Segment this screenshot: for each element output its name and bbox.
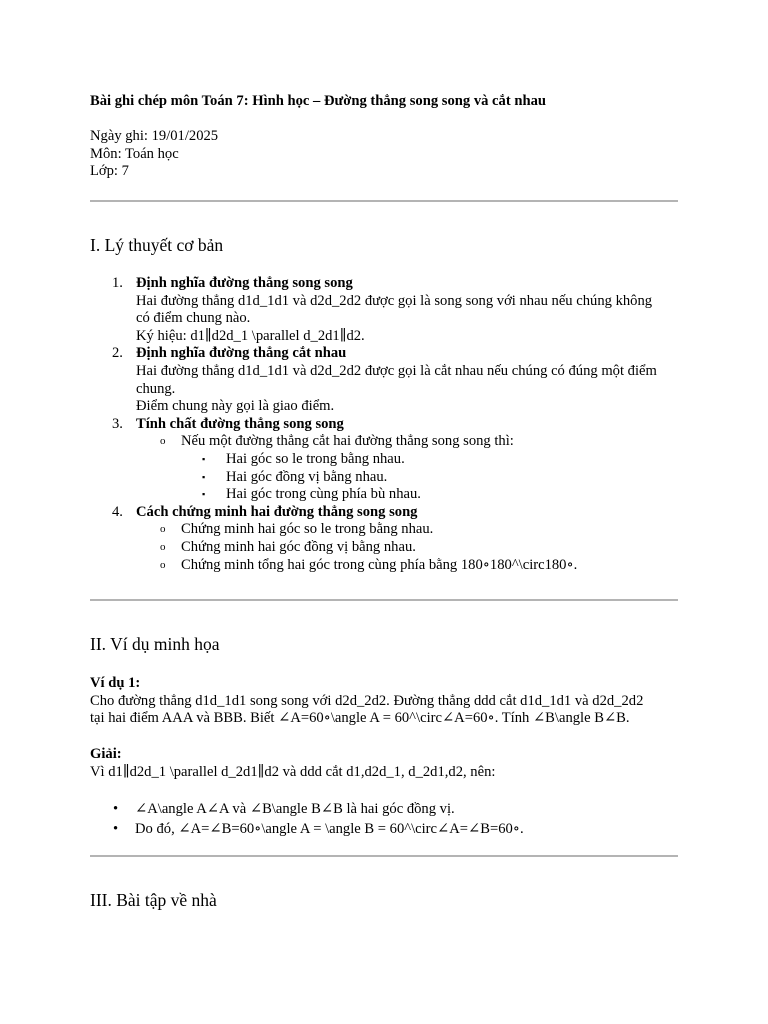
item-number: 2. <box>112 345 123 362</box>
item-title: Cách chứng minh hai đường thẳng song song <box>136 503 418 520</box>
meta-date: Ngày ghi: 19/01/2025 <box>90 128 219 144</box>
example-text: tại hai điểm AAA và BBB. Biết ∠A=60∘\angle A = 60^\circ∠A=60∘. Tính ∠B\angle B∠B. <box>90 710 630 727</box>
sub-item <box>136 521 680 539</box>
section-heading-theory: I. Lý thuyết cơ bản <box>90 235 224 255</box>
example-label: Ví dụ 1: <box>90 675 141 691</box>
item-title: Tính chất đường thẳng song song <box>136 415 344 432</box>
sub-item-text: Chứng minh hai góc so le trong bằng nhau. <box>181 521 434 538</box>
list-item <box>90 416 680 504</box>
item-text: Ký hiệu: d1∥d2d_1 \parallel d_2d1∥d2. <box>136 327 365 344</box>
divider <box>90 599 678 601</box>
section-heading-homework: III. Bài tập về nhà <box>90 890 217 910</box>
circle-bullet-icon: o <box>160 435 166 448</box>
item-text: Hai đường thẳng d1d_1d1 và d2d_2d2 được gọi là song song với nhau nếu chúng không <box>136 292 653 309</box>
sub-item <box>136 557 680 575</box>
solution-label: Giải: <box>90 746 122 762</box>
list-item <box>90 275 680 345</box>
item-number: 3. <box>112 415 123 432</box>
square-bullet-icon: ▪ <box>202 471 206 482</box>
circle-bullet-icon: o <box>160 558 166 571</box>
square-bullet-icon: ▪ <box>202 489 206 500</box>
item-text: chung. <box>136 380 176 397</box>
list-item <box>90 345 680 415</box>
item-text: Hai đường thẳng d1d_1d1 và d2d_2d2 được gọi là cắt nhau nếu chúng có đúng một điểm <box>136 362 657 379</box>
document-title: Bài ghi chép môn Toán 7: Hình học – Đường thẳng song song và cắt nhau <box>90 93 546 109</box>
section-heading-example: II. Ví dụ minh họa <box>90 634 220 654</box>
list-item <box>90 504 680 574</box>
item-title: Định nghĩa đường thẳng cắt nhau <box>136 345 347 362</box>
bullet-icon: • <box>113 801 119 817</box>
bullet-text: Do đó, ∠A=∠B=60∘\angle A = \angle B = 60^\circ∠A=∠B=60∘. <box>135 821 524 837</box>
sub-item <box>136 433 680 503</box>
bullet-item <box>90 801 680 821</box>
circle-bullet-icon: o <box>160 540 166 553</box>
meta-grade: Lớp: 7 <box>90 163 129 180</box>
item-text: có điểm chung nào. <box>136 310 251 327</box>
divider <box>90 855 678 857</box>
sub-item-text: Nếu một đường thẳng cắt hai đường thẳng song song thì: <box>181 433 514 450</box>
subsub-item <box>181 486 680 504</box>
subsub-item-text: Hai góc đồng vị bằng nhau. <box>226 468 388 485</box>
item-number: 1. <box>112 275 123 291</box>
example-text: Cho đường thẳng d1d_1d1 song song với d2d_2d2. Đường thẳng ddd cắt d1d_1d1 và d2d_2d2 <box>90 692 644 709</box>
item-text: Điểm chung này gọi là giao điểm. <box>136 398 335 415</box>
subsub-item <box>181 451 680 469</box>
subsub-item <box>181 469 680 487</box>
meta-subject: Môn: Toán học <box>90 145 179 162</box>
theory-list <box>90 275 680 574</box>
sub-item-text: Chứng minh tổng hai góc trong cùng phía bằng 180∘180^\circ180∘. <box>181 556 578 573</box>
bullet-item <box>90 821 680 841</box>
document-meta <box>90 128 218 181</box>
item-title: Định nghĩa đường thẳng song song <box>136 275 353 291</box>
sub-item <box>136 539 680 557</box>
solution-intro: Vì d1∥d2d_1 \parallel d_2d1∥d2 và ddd cắt d1,d2d_1, d_2d1,d2, nên: <box>90 763 496 780</box>
bullet-text: ∠A\angle A∠A và ∠B\angle B∠B là hai góc đồng vị. <box>135 801 455 817</box>
subsub-item-text: Hai góc trong cùng phía bù nhau. <box>226 486 421 503</box>
item-number: 4. <box>112 503 123 520</box>
example-block <box>90 675 680 728</box>
square-bullet-icon: ▪ <box>202 453 206 464</box>
circle-bullet-icon: o <box>160 523 166 536</box>
sub-item-text: Chứng minh hai góc đồng vị bằng nhau. <box>181 538 416 555</box>
solution-bullets <box>90 801 680 841</box>
solution-block <box>90 746 680 781</box>
subsub-item-text: Hai góc so le trong bằng nhau. <box>226 450 405 467</box>
divider <box>90 200 678 202</box>
bullet-icon: • <box>113 821 119 837</box>
